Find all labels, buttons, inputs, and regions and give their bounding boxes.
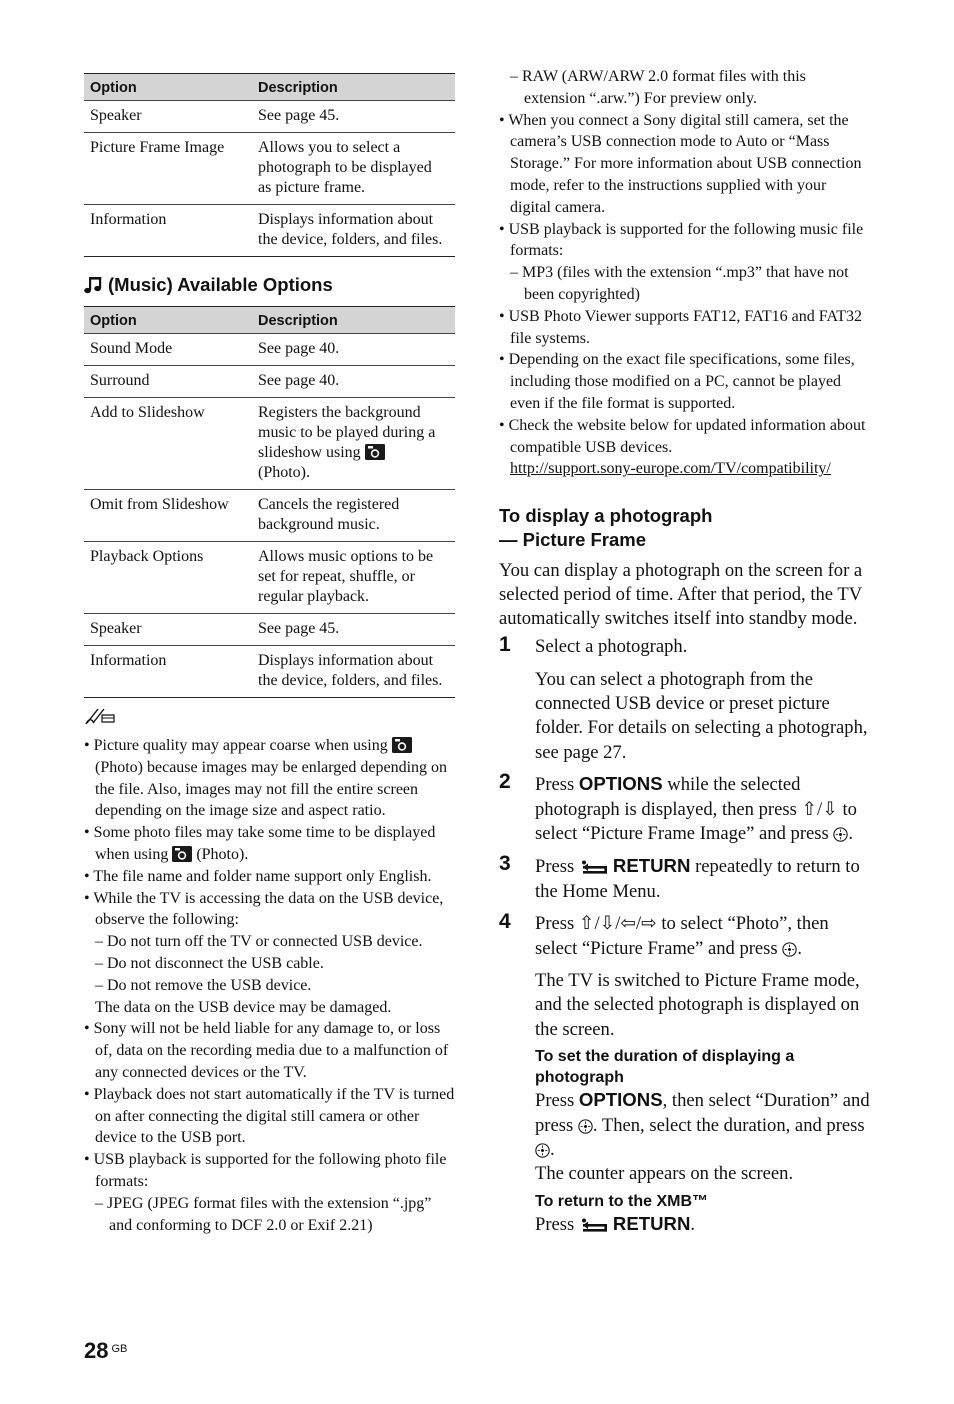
list-item: • USB Photo Viewer supports FAT12, FAT16 and FAT32 file systems.	[499, 307, 863, 347]
list-item: • USB playback is supported for the following music file formats:	[499, 220, 864, 260]
list-sub-item: – Do not turn off the TV or connected USB device.	[95, 933, 423, 951]
list-item: • Sony will not be held liable for any damage to, or loss of, data on the recording media due to a malfunction of any connected devices or the TV.	[84, 1020, 449, 1081]
step-number: 1	[499, 633, 511, 657]
list-item: • Playback does not start automatically if the TV is turned on after connecting the digital still camera or other device to the USB port.	[84, 1085, 455, 1147]
list-sub-item: – JPEG (JPEG format files with the extension “.jpg” and conforming to DCF 2.0 or Exif 2.21)	[95, 1194, 432, 1234]
option-cell: Add to Slideshow	[84, 398, 252, 490]
music-note-icon	[84, 276, 104, 294]
option-cell: Information	[84, 205, 252, 257]
table-row	[84, 101, 455, 133]
list-item	[84, 822, 456, 866]
note-text: (Photo) because images may be enlarged depending on the file. Also, images may not fill the entire screen depending on the image size and aspect ratio.	[95, 758, 448, 820]
options-button-label: OPTIONS	[578, 773, 663, 795]
description-cell	[252, 398, 455, 490]
description-cell: See page 45.	[252, 101, 455, 133]
options-table-photo	[84, 73, 455, 257]
list-item: • Depending on the exact file specifications, some files, including those modified on a PC, cannot be played even if the file format is supported.	[499, 351, 855, 412]
table-row	[84, 614, 455, 646]
table-header-row	[84, 74, 455, 101]
step-text: Select a photograph.	[535, 636, 688, 658]
picture-frame-intro: You can display a photograph on the screen for a selected period of time. After that period, the TV automatically switches itself into standby mode.	[499, 560, 863, 630]
note-text: • Picture quality may appear coarse when using	[84, 737, 388, 754]
list-sub-item: – Do not disconnect the USB cable.	[95, 954, 324, 972]
page-number	[84, 1338, 127, 1364]
list-item: • The file name and folder name support only English.	[84, 867, 432, 885]
list-item: • USB playback is supported for the following photo file formats:	[84, 1151, 447, 1190]
option-cell: Picture Frame Image	[84, 133, 252, 205]
step-text: Press ⇧/⇩/⇦/⇨ to select “Photo”, then select “Picture Frame” and press	[535, 913, 829, 959]
step-text: . Then, select the duration, and press	[592, 1114, 865, 1136]
return-icon	[581, 860, 609, 874]
enter-icon	[833, 827, 848, 842]
option-cell: Playback Options	[84, 542, 252, 614]
step-3	[499, 854, 871, 904]
duration-heading: To set the duration of displaying a photograph	[535, 1048, 795, 1087]
step-text: .	[690, 1213, 696, 1235]
step-text: .	[797, 937, 802, 959]
table-row	[84, 205, 455, 257]
step-text: repeatedly to return to the Home Menu.	[535, 856, 860, 902]
column-header-description: Description	[252, 307, 455, 334]
step-detail: The TV is switched to Picture Frame mode, and the selected photograph is displayed on the screen.	[535, 970, 860, 1040]
step-4	[499, 912, 871, 1237]
option-cell: Sound Mode	[84, 334, 252, 366]
note-text: (Photo).	[196, 845, 249, 863]
return-icon	[581, 1218, 609, 1232]
music-options-title: (Music) Available Options	[108, 274, 333, 295]
column-header-description: Description	[252, 74, 455, 101]
column-header-option: Option	[84, 307, 252, 334]
heading-line: To display a photograph	[499, 505, 713, 527]
option-cell: Information	[84, 646, 252, 698]
column-header-option: Option	[84, 74, 252, 101]
description-cell: Displays information about the device, folders, and files.	[252, 205, 455, 257]
step-1	[499, 635, 871, 765]
step-text: Press	[535, 774, 575, 796]
step-text: Press	[535, 1090, 575, 1112]
xmb-heading: To return to the XMB™	[535, 1192, 709, 1210]
step-number: 3	[499, 852, 511, 876]
return-button-label: RETURN	[612, 855, 691, 877]
list-sub-text	[499, 458, 871, 480]
table-row	[84, 398, 455, 490]
camera-icon	[392, 737, 412, 753]
notes-list-continued	[499, 66, 871, 480]
step-detail: The counter appears on the screen.	[535, 1163, 794, 1185]
description-cell: Cancels the registered background music.	[252, 490, 455, 542]
option-cell: Speaker	[84, 101, 252, 133]
step-text: .	[848, 822, 854, 844]
step-text: Press	[535, 856, 575, 878]
options-button-label: OPTIONS	[578, 1089, 663, 1111]
list-sub-item: – MP3 (files with the extension “.mp3” that have not been copyrighted)	[510, 264, 849, 303]
table-row	[84, 133, 455, 205]
note-pencil-icon	[84, 706, 116, 726]
step-text: .	[550, 1139, 555, 1161]
description-cell: See page 40.	[252, 334, 455, 366]
table-header-row	[84, 307, 455, 334]
description-text: Registers the background music to be played during a slideshow using	[258, 404, 436, 461]
left-column	[84, 73, 456, 1236]
step-2	[499, 772, 871, 846]
list-item: • When you connect a Sony digital still camera, set the camera’s USB connection mode to Auto or “Mass Storage.” For more information about USB connection mode, refer to the instructions supplied with your digital camera.	[499, 111, 862, 216]
list-item: • While the TV is accessing the data on the USB device, observe the following:	[84, 889, 444, 929]
note-text: • Some photo files may take some time to be displayed when using	[84, 824, 436, 863]
description-cell: See page 40.	[252, 366, 455, 398]
description-cell: Displays information about the device, folders, and files.	[252, 646, 455, 698]
options-table-music	[84, 306, 455, 698]
return-button-label: RETURN	[612, 1212, 691, 1234]
table-row	[84, 646, 455, 698]
list-item	[84, 735, 456, 822]
description-cell: See page 45.	[252, 614, 455, 646]
compatibility-link[interactable]: http://support.sony-europe.com/TV/compatibility/	[510, 460, 831, 478]
table-row	[84, 490, 455, 542]
table-row	[84, 542, 455, 614]
step-number: 2	[499, 770, 511, 794]
option-cell: Speaker	[84, 614, 252, 646]
region-code: GB	[111, 1343, 128, 1355]
right-column	[499, 66, 871, 1237]
list-sub-text: The data on the USB device may be damaged.	[95, 998, 392, 1016]
list-sub-item: – Do not remove the USB device.	[95, 976, 312, 994]
table-row	[84, 334, 455, 366]
option-cell: Surround	[84, 366, 252, 398]
step-text: while the selected photograph is displayed, then press ⇧/⇩ to select “Picture Frame Image” and press	[535, 774, 857, 844]
step-text: Press	[535, 1213, 575, 1235]
picture-frame-heading	[499, 504, 871, 552]
page-number-value: 28	[84, 1338, 109, 1363]
enter-icon	[782, 942, 797, 957]
list-item: • Check the website below for updated information about compatible USB devices.	[499, 416, 866, 456]
option-cell: Omit from Slideshow	[84, 490, 252, 542]
notes-list	[84, 735, 456, 1236]
table-row	[84, 366, 455, 398]
step-detail: You can select a photograph from the connected USB device or preset picture folder. For details on selecting a photograph, see page 27.	[535, 668, 868, 763]
notes-header	[84, 706, 456, 731]
enter-icon	[535, 1143, 550, 1158]
step-text: , then select “Duration” and press	[535, 1090, 870, 1136]
camera-icon	[172, 846, 192, 862]
music-options-heading	[84, 274, 456, 296]
list-sub-item: – RAW (ARW/ARW 2.0 format files with this extension “.arw.”) For preview only.	[510, 68, 806, 107]
description-cell: Allows you to select a photograph to be displayed as picture frame.	[252, 133, 455, 205]
heading-line: — Picture Frame	[499, 529, 647, 551]
enter-icon	[578, 1119, 593, 1134]
camera-icon	[365, 444, 385, 460]
step-number: 4	[499, 910, 511, 934]
description-text-suffix: (Photo).	[258, 464, 310, 481]
description-cell: Allows music options to be set for repeat, shuffle, or regular playback.	[252, 542, 455, 614]
